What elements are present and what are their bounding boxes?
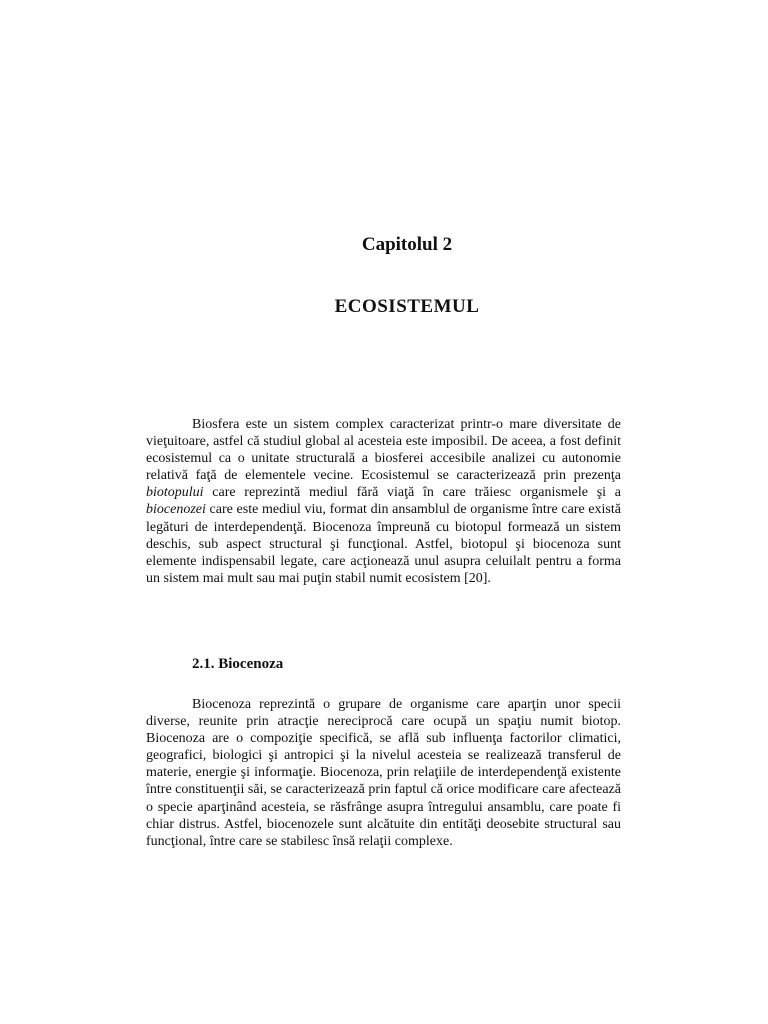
intro-paragraph bbox=[146, 416, 621, 587]
chapter-label: Capitolul 2 bbox=[361, 234, 453, 255]
term-biotop: biotopului bbox=[146, 485, 204, 501]
section-heading: 2.1. Biocenoza bbox=[192, 656, 284, 672]
intro-text-part1: Biosfera este un sistem complex caracterizat printr-o mare diversitate de vieţuitoare, astfel că studiul global al acesteia este imposibil. De aceea, a fost definit ecosistemul ca o unitate structurală a biosferei accesibile analizei cu autonomie relativă faţă de elementele vecine. Ecosistemul se caracterizează prin prezenţa bbox=[146, 417, 621, 484]
term-biocenoza: biocenozei bbox=[146, 502, 206, 518]
section-paragraph: Biocenoza reprezintă o grupare de organisme care aparţin unor specii diverse, reunite prin atracţie nereciprocă care ocupă un spaţiu numit biotop. Biocenoza are o compoziţie specifică, se află sub influenţa factorilor climatici, geografici, biologici şi antropici şi la nivelul acesteia se realizează transferul de materie, energie şi informaţie. Biocenoza, prin relaţiile de interdependenţă existente între constituenţii săi, se caracterizează prin faptul că orice modificare care afectează o specie aparţinând acesteia, se răsfrânge asupra întregului ansamblu, care poate fi chiar distrus. Astfel, biocenozele sunt alcătuite din entităţi deosebite structural sau funcţional, între care se stabilesc însă relaţii complexe. bbox=[146, 697, 621, 849]
intro-text-part3: care este mediul viu, format din ansamblul de organisme între care există legături de interdependenţă. Biocenoza împreună cu biotopul formează un sistem deschis, sub aspect structural şi funcţional. Astfel, biotopul şi biocenoza sunt elemente indispensabil legate, care acţionează unul asupra celuilalt pentru a forma un sistem mai mult sau mai puţin stabil numit ecosistem [20]. bbox=[146, 502, 621, 586]
chapter-title: ECOSISTEMUL bbox=[334, 296, 480, 317]
intro-text-part2: care reprezintă mediul fără viaţă în care trăiesc organismele şi a bbox=[203, 485, 621, 501]
